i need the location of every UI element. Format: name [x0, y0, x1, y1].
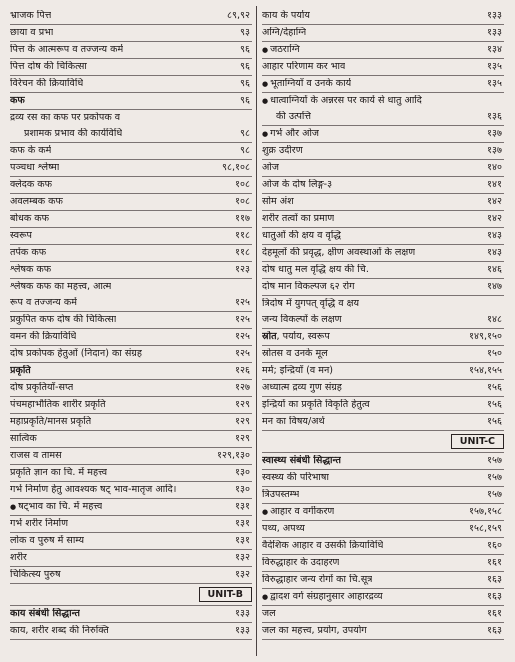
index-entry — [10, 533, 252, 550]
index-entry — [10, 482, 252, 499]
entry-text: इन्द्रियों का प्रकृति विकृति हेतुत्व — [262, 399, 370, 410]
index-entry — [10, 567, 252, 584]
entry-page-number: १५४,१५५ — [469, 365, 502, 376]
entry-title — [10, 112, 120, 124]
index-entry — [10, 550, 252, 567]
bullet-icon: ● — [262, 80, 269, 88]
index-entry — [10, 380, 252, 397]
index-entry — [262, 363, 504, 380]
entry-page-number: १०८ — [235, 196, 250, 207]
entry-title — [10, 179, 52, 191]
entry-text: दोष प्रकोपक हेतुओं (निदान) का संग्रह — [10, 348, 142, 359]
entry-title — [10, 44, 123, 56]
index-entry — [10, 25, 252, 42]
entry-text: धातुओं की क्षय व वृद्धि — [262, 230, 341, 241]
entry-text: विरुद्धाहार जन्य रोगों का चि.सूत्र — [262, 574, 373, 585]
entry-title — [10, 128, 122, 140]
entry-title — [10, 535, 84, 547]
entry-page-number: ९३ — [240, 27, 250, 38]
entry-title — [10, 264, 51, 276]
entry-page-number: १६० — [487, 540, 502, 551]
entry-text: काय संबंधी सिद्धान्त — [10, 608, 80, 619]
entry-title — [262, 523, 305, 535]
index-entry — [262, 555, 504, 572]
entry-title — [10, 416, 91, 428]
index-entry — [262, 572, 504, 589]
entry-text: पंचमहाभौतिक शारीर प्रकृति — [10, 399, 106, 410]
entry-page-number: १२५ — [235, 314, 250, 325]
entry-page-number: ९६ — [240, 44, 250, 55]
entry-page-number: १५७ — [487, 472, 502, 483]
index-entry — [10, 93, 252, 110]
index-entry — [10, 177, 252, 194]
entry-text: वमन की क्रियाविधि — [10, 331, 77, 342]
entry-page-number: १४२ — [487, 196, 502, 207]
entry-title — [262, 247, 415, 259]
entry-text: जन्य विकल्पों के लक्षण — [262, 314, 342, 325]
entry-page-number: १३७ — [487, 128, 502, 139]
entry-title — [262, 145, 303, 157]
entry-page-number: १३३ — [487, 10, 502, 21]
index-entry — [10, 397, 252, 414]
entry-text: जल का महत्त्व, प्रयोग, उपयोग — [262, 625, 367, 636]
entry-page-number: ११७ — [235, 213, 250, 224]
entry-text: विरुद्धाहार के उदाहरण — [262, 557, 340, 568]
bullet-icon: ● — [262, 508, 269, 516]
entry-title — [10, 552, 27, 564]
entry-text: प्रशामक प्रभाव की कार्यविधि — [24, 128, 123, 139]
entry-text: दोष प्रकृतियाँ-सप्त — [10, 382, 74, 393]
entry-text: त्रिउपस्तम्भ — [262, 489, 300, 500]
index-entry — [262, 397, 504, 414]
entry-text: अग्नि/देहाग्नि — [262, 27, 307, 38]
entry-title — [10, 78, 83, 90]
entry-title — [10, 95, 25, 107]
entry-page-number: १३२ — [235, 552, 250, 563]
entry-title — [10, 348, 142, 360]
entry-page-number: १२७ — [235, 382, 250, 393]
index-entry — [10, 516, 252, 533]
entry-title — [262, 78, 351, 90]
index-entry — [262, 160, 504, 177]
entry-text: धात्वाग्नियों के अन्नरस पर कार्य से धातु आदि — [270, 95, 422, 106]
index-entry — [262, 453, 504, 470]
entry-text: जल — [262, 608, 276, 619]
entry-text: पित्त दोष की चिकित्सा — [10, 61, 87, 72]
entry-text: प्रकुपित कफ दोष की चिकित्सा — [10, 314, 117, 325]
entry-title — [10, 61, 87, 73]
entry-text: शुक्र उदीरण — [262, 145, 303, 156]
entry-title — [262, 489, 299, 501]
entry-page-number: १४१ — [487, 179, 502, 190]
index-entry — [10, 499, 252, 516]
entry-title — [262, 44, 300, 56]
entry-title — [262, 608, 276, 620]
entry-page-number: १३३ — [235, 608, 250, 619]
index-entry — [10, 623, 252, 640]
index-entry — [10, 606, 252, 623]
entry-title — [262, 61, 345, 73]
index-entry — [262, 312, 504, 329]
entry-page-number: १३५ — [487, 61, 502, 72]
index-entry — [10, 448, 252, 465]
index-entry — [10, 295, 252, 312]
entry-title — [262, 213, 334, 225]
entry-page-number: १६३ — [487, 591, 502, 602]
index-entry — [262, 414, 504, 431]
entry-page-number: १२९ — [235, 416, 250, 427]
entry-page-number: १३३ — [487, 27, 502, 38]
entry-page-number: १२५ — [235, 331, 250, 342]
entry-text: मर्म; इन्द्रियाँ (व मन) — [262, 365, 334, 376]
entry-title — [10, 10, 51, 22]
index-entry — [10, 8, 252, 25]
entry-text: सोम अंश — [262, 196, 294, 207]
entry-text: लोक व पुरुष में साम्य — [10, 535, 85, 546]
entry-text: द्रव्य रस का कफ पर प्रकोपक व — [10, 112, 121, 123]
index-entry — [262, 93, 504, 109]
entry-page-number: १२५ — [235, 348, 250, 359]
entry-text: भूताग्नियाँ व उनके कार्य — [270, 78, 352, 89]
index-entry — [262, 76, 504, 93]
index-entry — [10, 346, 252, 363]
entry-text: चिकित्स्य पुरुष — [10, 569, 61, 580]
entry-title — [262, 95, 422, 107]
index-entry — [262, 521, 504, 538]
entry-title — [10, 247, 46, 259]
index-entry — [262, 538, 504, 555]
entry-title — [262, 10, 310, 22]
entry-page-number: ९८,१०८ — [222, 162, 250, 173]
entry-page-number: १५६ — [487, 382, 502, 393]
entry-title — [262, 348, 328, 360]
entry-title — [10, 450, 62, 462]
entry-title — [262, 111, 311, 123]
left-index-column — [10, 8, 252, 640]
index-entry — [262, 380, 504, 397]
entry-page-number: १५७,१५८ — [469, 506, 502, 517]
entry-page-number: १३४ — [487, 44, 502, 55]
entry-page-number: १६१ — [487, 608, 502, 619]
index-entry — [262, 25, 504, 42]
entry-title — [262, 196, 294, 208]
entry-title — [10, 433, 37, 445]
entry-title — [10, 501, 102, 513]
entry-title — [10, 569, 61, 581]
entry-text: शरीर तत्वों का प्रमाण — [262, 213, 335, 224]
entry-text: अध्यात्म द्रव्य गुण संग्रह — [262, 382, 342, 393]
unit-label: UNIT-B — [199, 587, 252, 602]
entry-title — [262, 625, 367, 637]
entry-text: देहमूलों की प्रवृद्ध, क्षीण अवस्थाओं के लक्षण — [262, 247, 416, 258]
entry-text: पित्त के आत्मरूप व तज्जन्य कर्म — [10, 44, 124, 55]
index-entry — [262, 606, 504, 623]
entry-page-number: १४६ — [487, 264, 502, 275]
entry-text: क्लेदक कफ — [10, 179, 53, 190]
entry-text: त्रिदोष में युगपत् वृद्धि व क्षय — [262, 298, 360, 309]
index-entry — [262, 487, 504, 504]
entry-title — [10, 314, 116, 326]
bullet-icon: ● — [262, 97, 269, 105]
index-entry — [262, 296, 504, 312]
entry-text: बोधक कफ — [10, 213, 50, 224]
entry-title — [262, 298, 359, 310]
entry-bold-term: स्रोत — [262, 331, 277, 342]
entry-page-number: १५७ — [487, 455, 502, 466]
unit-heading-row — [262, 431, 504, 453]
entry-text: पञ्चधा श्लेष्मा — [10, 162, 60, 173]
index-entry — [10, 262, 252, 279]
index-entry — [10, 59, 252, 76]
entry-page-number: १२९ — [235, 433, 250, 444]
entry-text: आहार परिणाम कर भाव — [262, 61, 346, 72]
entry-title — [262, 574, 372, 586]
entry-title — [262, 179, 332, 191]
entry-title — [10, 608, 80, 620]
entry-text: दोष धातु मल वृद्धि क्षय की चि. — [262, 264, 369, 275]
entry-page-number: १४३ — [487, 230, 502, 241]
index-entry — [262, 8, 504, 25]
entry-text: श्लेषक कफ का महत्त्व, आत्म — [10, 281, 112, 292]
entry-text: राजस व तामस — [10, 450, 62, 461]
entry-text: स्रोतस व उनके मूल — [262, 348, 328, 359]
index-entry — [262, 228, 504, 245]
entry-text: प्रकृति ज्ञान का चि. में महत्त्व — [10, 467, 108, 478]
entry-page-number: १३१ — [235, 535, 250, 546]
entry-text: अवलम्बक कफ — [10, 196, 63, 207]
entry-page-number: १३७ — [487, 145, 502, 156]
entry-text: पथ्य, अपथ्य — [262, 523, 305, 534]
entry-title — [262, 230, 341, 242]
index-entry — [262, 42, 504, 59]
entry-text: ओज — [262, 162, 279, 173]
entry-title — [10, 297, 77, 309]
entry-page-number: १२९ — [235, 399, 250, 410]
index-entry — [10, 279, 252, 295]
entry-title — [10, 196, 63, 208]
index-entry — [10, 465, 252, 482]
index-entry — [10, 414, 252, 431]
entry-text: छाया व प्रभा — [10, 27, 54, 38]
index-entry — [10, 245, 252, 262]
entry-page-number: १६१ — [487, 557, 502, 568]
entry-text: शरीर — [10, 552, 27, 563]
index-entry — [262, 589, 504, 606]
entry-text: तर्पक कफ — [10, 247, 47, 258]
entry-text: मन का विषय/अर्थ — [262, 416, 325, 427]
index-entry — [10, 363, 252, 380]
entry-page-number: ११८ — [235, 230, 250, 241]
index-entry — [10, 110, 252, 126]
index-entry — [262, 279, 504, 296]
entry-title — [10, 331, 76, 343]
entry-page-number: १४८ — [487, 314, 502, 325]
entry-text: महाप्रकृति/मानस प्रकृति — [10, 416, 92, 427]
entry-text: गर्भ और ओज — [270, 128, 320, 139]
entry-text: स्वरूप — [10, 230, 32, 241]
entry-page-number: ९६ — [240, 78, 250, 89]
entry-title — [262, 591, 383, 603]
entry-page-number: १३१ — [235, 501, 250, 512]
entry-page-number: ९६ — [240, 95, 250, 106]
entry-title — [10, 399, 106, 411]
index-entry — [10, 329, 252, 346]
index-entry — [10, 211, 252, 228]
index-entry — [10, 160, 252, 177]
entry-title — [262, 506, 334, 518]
entry-page-number: ११८ — [235, 247, 250, 258]
entry-page-number: १३१ — [235, 518, 250, 529]
entry-page-number: १२९,१३० — [217, 450, 250, 461]
entry-title — [10, 382, 73, 394]
index-entry — [10, 143, 252, 160]
entry-title — [262, 455, 341, 467]
index-entry — [262, 194, 504, 211]
unit-label: UNIT-C — [451, 434, 504, 449]
entry-text: द्वादश वर्ग संग्रहानुसार आहारद्रव्य — [270, 591, 383, 602]
index-entry — [10, 42, 252, 59]
index-entry — [262, 143, 504, 160]
entry-title — [262, 557, 339, 569]
entry-page-number: १३३ — [235, 625, 250, 636]
index-entry — [262, 245, 504, 262]
entry-page-number: ९६ — [240, 61, 250, 72]
entry-page-number: १२५ — [235, 297, 250, 308]
bullet-icon: ● — [262, 130, 269, 138]
index-entry — [262, 126, 504, 143]
index-entry — [10, 312, 252, 329]
entry-page-number: १३० — [235, 484, 250, 495]
entry-text: वैदेशिक आहार व उसकी क्रियाविधि — [262, 540, 384, 551]
entry-title — [262, 264, 369, 276]
entry-text: गर्भ निर्माण हेतु आवश्यक षट् भाव-मातृज आदि। — [10, 484, 177, 495]
entry-text: गर्भ शरीर निर्माण — [10, 518, 69, 529]
entry-title — [10, 518, 68, 530]
entry-title — [262, 365, 333, 377]
entry-page-number: १३० — [235, 467, 250, 478]
entry-text: कफ के कर्म — [10, 145, 52, 156]
entry-text: काय, शरीर शब्द की निरुक्ति — [10, 625, 109, 636]
entry-page-number: १४३ — [487, 247, 502, 258]
entry-text: आहार व वर्गीकरण — [270, 506, 335, 517]
entry-text: कफ — [10, 95, 25, 106]
entry-page-number: १३६ — [487, 111, 502, 122]
index-entry — [10, 76, 252, 93]
bullet-icon: ● — [10, 503, 17, 511]
entry-title — [262, 472, 329, 484]
index-entry — [262, 329, 504, 346]
entry-title — [10, 162, 59, 174]
bullet-icon: ● — [262, 593, 269, 601]
entry-title — [262, 331, 330, 343]
index-entry — [262, 346, 504, 363]
entry-page-number: १५७ — [487, 489, 502, 500]
unit-heading-row — [10, 584, 252, 606]
index-entry — [10, 126, 252, 143]
entry-text: स्वास्थ्य संबंधी सिद्धान्त — [262, 455, 341, 466]
entry-page-number: १६३ — [487, 574, 502, 585]
index-entry — [262, 262, 504, 279]
entry-title — [10, 27, 53, 39]
index-entry — [262, 177, 504, 194]
entry-title — [10, 281, 111, 293]
entry-title — [262, 399, 370, 411]
entry-text: स्वस्थ्य की परिभाषा — [262, 472, 329, 483]
entry-page-number: १५६ — [487, 399, 502, 410]
index-entry — [10, 431, 252, 448]
entry-page-number: ९८ — [240, 128, 250, 139]
index-entry — [262, 623, 504, 640]
entry-page-number: १६३ — [487, 625, 502, 636]
entry-title — [10, 365, 31, 377]
entry-title — [10, 230, 32, 242]
entry-title — [10, 467, 107, 479]
entry-page-number: १०८ — [235, 179, 250, 190]
entry-text: भ्राजक पित्त — [10, 10, 52, 21]
column-divider — [256, 6, 257, 656]
entry-title — [262, 540, 383, 552]
entry-title — [262, 281, 355, 293]
entry-page-number: १४९,१५० — [469, 331, 502, 342]
right-index-column — [262, 8, 504, 640]
entry-page-number: १५६ — [487, 416, 502, 427]
index-entry — [262, 470, 504, 487]
entry-title — [10, 484, 176, 496]
entry-text: जठराग्नि — [270, 44, 300, 55]
entry-page-number: १५८,१५९ — [469, 523, 502, 534]
index-entry — [262, 59, 504, 76]
entry-page-number: १३२ — [235, 569, 250, 580]
entry-page-number: १२६ — [235, 365, 250, 376]
entry-text: ओज के दोष लिङ्ग-३ — [262, 179, 333, 190]
index-entry — [262, 109, 504, 126]
index-entry — [262, 211, 504, 228]
entry-page-number: ८९,९२ — [226, 10, 250, 21]
entry-page-number: १४२ — [487, 213, 502, 224]
entry-text: प्रकृति — [10, 365, 31, 376]
entry-text: काय के पर्याय — [262, 10, 310, 21]
entry-text: स्रोत, पर्याय, स्वरूप — [262, 331, 330, 342]
entry-text: षट्भाव का चि. में महत्त्व — [18, 501, 103, 512]
entry-text: दोष मान विकल्पज ६२ रोग — [262, 281, 355, 292]
index-entry — [262, 504, 504, 521]
entry-text: की उत्पत्ति — [276, 111, 312, 122]
entry-page-number: १२३ — [235, 264, 250, 275]
entry-title — [10, 145, 51, 157]
entry-page-number: १४० — [487, 162, 502, 173]
entry-page-number: १५० — [487, 348, 502, 359]
entry-title — [262, 382, 342, 394]
entry-title — [10, 625, 109, 637]
entry-page-number: १३५ — [487, 78, 502, 89]
index-entry — [10, 228, 252, 245]
entry-page-number: १४७ — [487, 281, 502, 292]
bullet-icon: ● — [262, 46, 269, 54]
entry-title — [262, 314, 342, 326]
entry-title — [10, 213, 49, 225]
entry-text: विरेचन की क्रियाविधि — [10, 78, 84, 89]
entry-title — [262, 162, 279, 174]
entry-title — [262, 128, 319, 140]
entry-title — [262, 27, 306, 39]
entry-page-number: ९८ — [240, 145, 250, 156]
entry-text: श्लेषक कफ — [10, 264, 52, 275]
entry-text: रूप व तज्जन्य कर्म — [10, 297, 77, 308]
entry-title — [262, 416, 325, 428]
entry-text: सात्विक — [10, 433, 37, 444]
index-entry — [10, 194, 252, 211]
